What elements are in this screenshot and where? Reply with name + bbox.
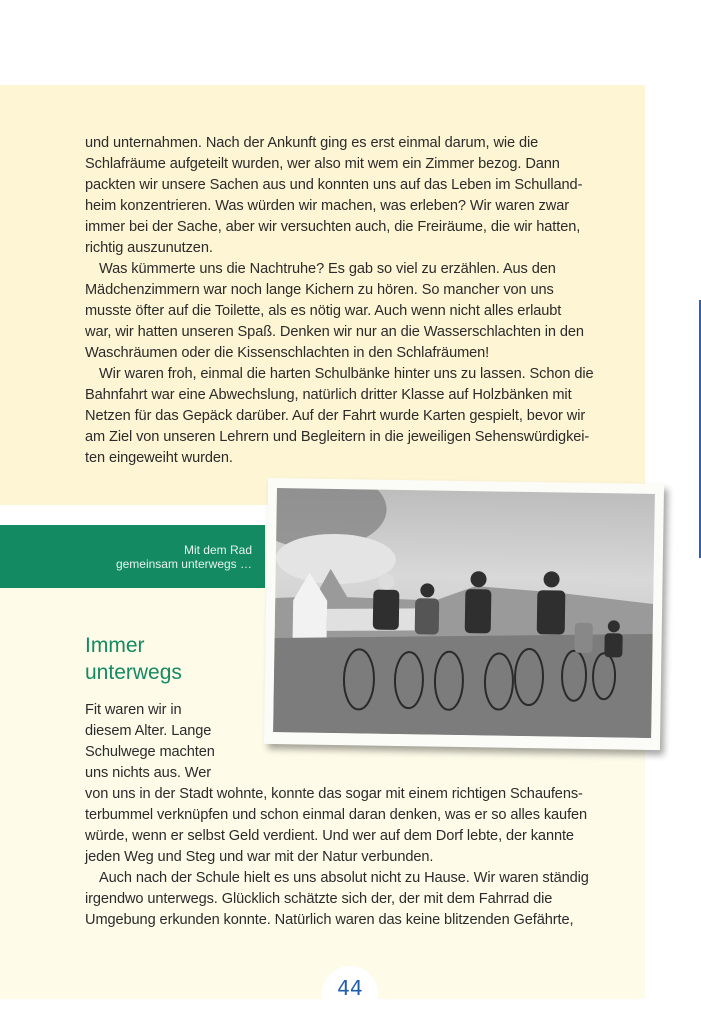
text-line: Mädchenzimmern war noch lange Kichern zu hören. So mancher von uns <box>85 282 554 298</box>
text-line: war, wir hatten unseren Spaß. Denken wir nur an die Wasserschlachten in den <box>85 324 584 340</box>
text-line: Wir waren froh, einmal die harten Schulbänke hinter uns zu lassen. Schon die <box>99 366 594 382</box>
text-line: richtig auszunutzen. <box>85 240 213 256</box>
text-line: Was kümmerte uns die Nachtruhe? Es gab so viel zu erzählen. Aus den <box>99 261 556 277</box>
text-line: am Ziel von unseren Lehrern und Begleitern in die jeweiligen Sehenswürdigkei- <box>85 429 590 445</box>
text-line: Netzen für das Gepäck darüber. Auf der Fahrt wurde Karten gespielt, bevor wir <box>85 408 586 424</box>
text-line: Waschräumen oder die Kissenschlachten in den Schlafräumen! <box>85 345 490 361</box>
text-line: heim konzentrieren. Was würden wir machen, was erleben? Wir waren zwar <box>85 198 569 214</box>
caption-line: gemeinsam unterwegs … <box>115 557 252 571</box>
heading-line: unterwegs <box>85 661 182 684</box>
text-line: Fit waren wir in <box>85 702 182 718</box>
narrow-text <box>85 700 215 784</box>
text-line: immer bei der Sache, aber wir versuchten auch, die Freiräume, die wir hatten, <box>85 219 581 235</box>
text-line: musste öfter auf die Toilette, als es nötig war. Auch wenn nicht alles erlaubt <box>85 303 562 319</box>
caption-line: Mit dem Rad <box>183 543 252 557</box>
text-line: und unternahmen. Nach der Ankunft ging es erst einmal darum, wie die <box>85 135 539 151</box>
text-line: diesem Alter. Lange <box>85 723 212 739</box>
photo-illustration <box>273 488 655 738</box>
section-heading <box>85 632 182 686</box>
text-line: irgendwo unterwegs. Glücklich schätzte sich der, der mit dem Fahrrad die <box>85 891 553 907</box>
text-line: von uns in der Stadt wohnte, konnte das sogar mit einem richtigen Schaufens- <box>85 786 583 802</box>
top-text <box>85 133 594 469</box>
text-line: terbummel verknüpfen und schon einmal daran denken, was er so alles kaufen <box>85 807 588 823</box>
text-line: Auch nach der Schule hielt es uns absolut nicht zu Hause. Wir waren ständig <box>99 870 589 886</box>
text-line: uns nichts aus. Wer <box>85 765 211 781</box>
text-line: Schlafräume aufgeteilt wurden, wer also mit wem ein Zimmer bezog. Dann <box>85 156 560 172</box>
caption-banner <box>0 525 265 588</box>
text-line: Umgebung erkunden konnte. Natürlich waren das keine blitzenden Gefährte, <box>85 912 574 928</box>
bottom-margin <box>0 999 701 1020</box>
text-line: ten eingeweiht wurden. <box>85 450 233 466</box>
photo-bicycle-riders <box>264 478 664 750</box>
text-line: würde, wenn er selbst Geld verdient. Und wer auf dem Dorf lebte, der kannte <box>85 828 574 844</box>
photo-caption <box>116 543 252 571</box>
text-line: Schulwege machten <box>85 744 215 760</box>
text-line: Bahnfahrt war eine Abwechslung, natürlich dritter Klasse auf Holzbänken mit <box>85 387 572 403</box>
text-line: packten wir unsere Sachen aus und konnten uns auf das Leben im Schulland- <box>85 177 583 193</box>
page-number: 44 <box>337 976 363 1000</box>
heading-line: Immer <box>85 634 145 657</box>
text-line: jeden Weg und Steg und war mit der Natur verbunden. <box>85 849 434 865</box>
photo-image <box>273 488 655 738</box>
bottom-text <box>85 784 589 931</box>
